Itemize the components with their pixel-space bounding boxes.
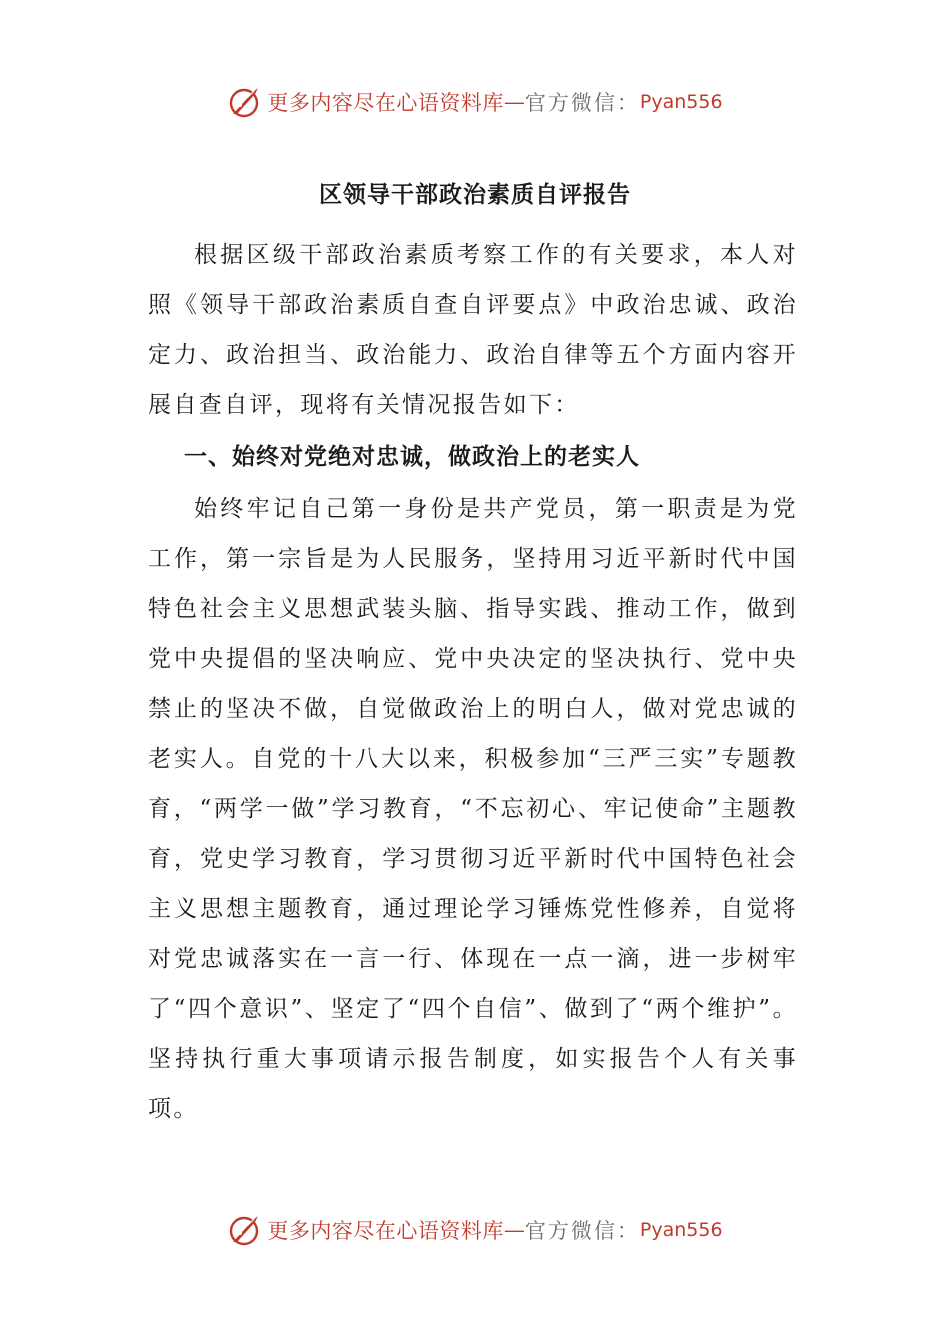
intro-paragraph: 根据区级干部政治素质考察工作的有关要求，本人对照《领导干部政治素质自查自评要点》中政治忠诚、政治定力、政治担当、政治能力、政治自律等五个方面内容开展自查自评，现将有关情况报告如下：	[148, 242, 798, 418]
watermark-banner-top	[0, 82, 950, 122]
quill-pen-logo-icon	[227, 1212, 263, 1248]
quill-pen-logo-icon	[227, 84, 263, 120]
document-body	[148, 230, 798, 1134]
section-paragraph: 始终牢记自己第一身份是共产党员，第一职责是为党工作，第一宗旨是为人民服务，坚持用习近平新时代中国特色社会主义思想武装头脑、指导实践、推动工作，做到党中央提倡的坚决响应、党中央决定的坚决执行、党中央禁止的坚决不做，自觉做政治上的明白人，做对党忠诚的老实人。自党的十八大以来，积极参加“三严三实”专题教育，“两学一做”学习教育，“不忘初心、牢记使命”主题教育，党史学习教育，学习贯彻习近平新时代中国特色社会主义思想主题教育，通过理论学习锤炼党性修养，自觉将对党忠诚落实在一言一行、体现在一点一滴，进一步树牢了“四个意识”、坚定了“四个自信”、做到了“两个维护”。坚持执行重大事项请示报告制度，如实报告个人有关事项。	[148, 496, 798, 1122]
watermark-dash: —	[503, 1218, 525, 1242]
watermark-text: 更多内容尽在心语资料库	[267, 1219, 504, 1243]
watermark-wechat-label: 官方微信：	[524, 1219, 640, 1243]
section-heading: 一、始终对党绝对忠诚，做政治上的老实人	[184, 444, 640, 470]
watermark-wechat-id: Pyan556	[639, 1219, 723, 1241]
watermark-text: 更多内容尽在心语资料库	[267, 91, 504, 115]
watermark-wechat-id: Pyan556	[639, 91, 723, 113]
watermark-wechat-label: 官方微信：	[524, 91, 640, 115]
watermark-dash: —	[503, 90, 525, 114]
watermark-banner-bottom	[0, 1210, 950, 1250]
document-title: 区领导干部政治素质自评报告	[319, 182, 631, 208]
